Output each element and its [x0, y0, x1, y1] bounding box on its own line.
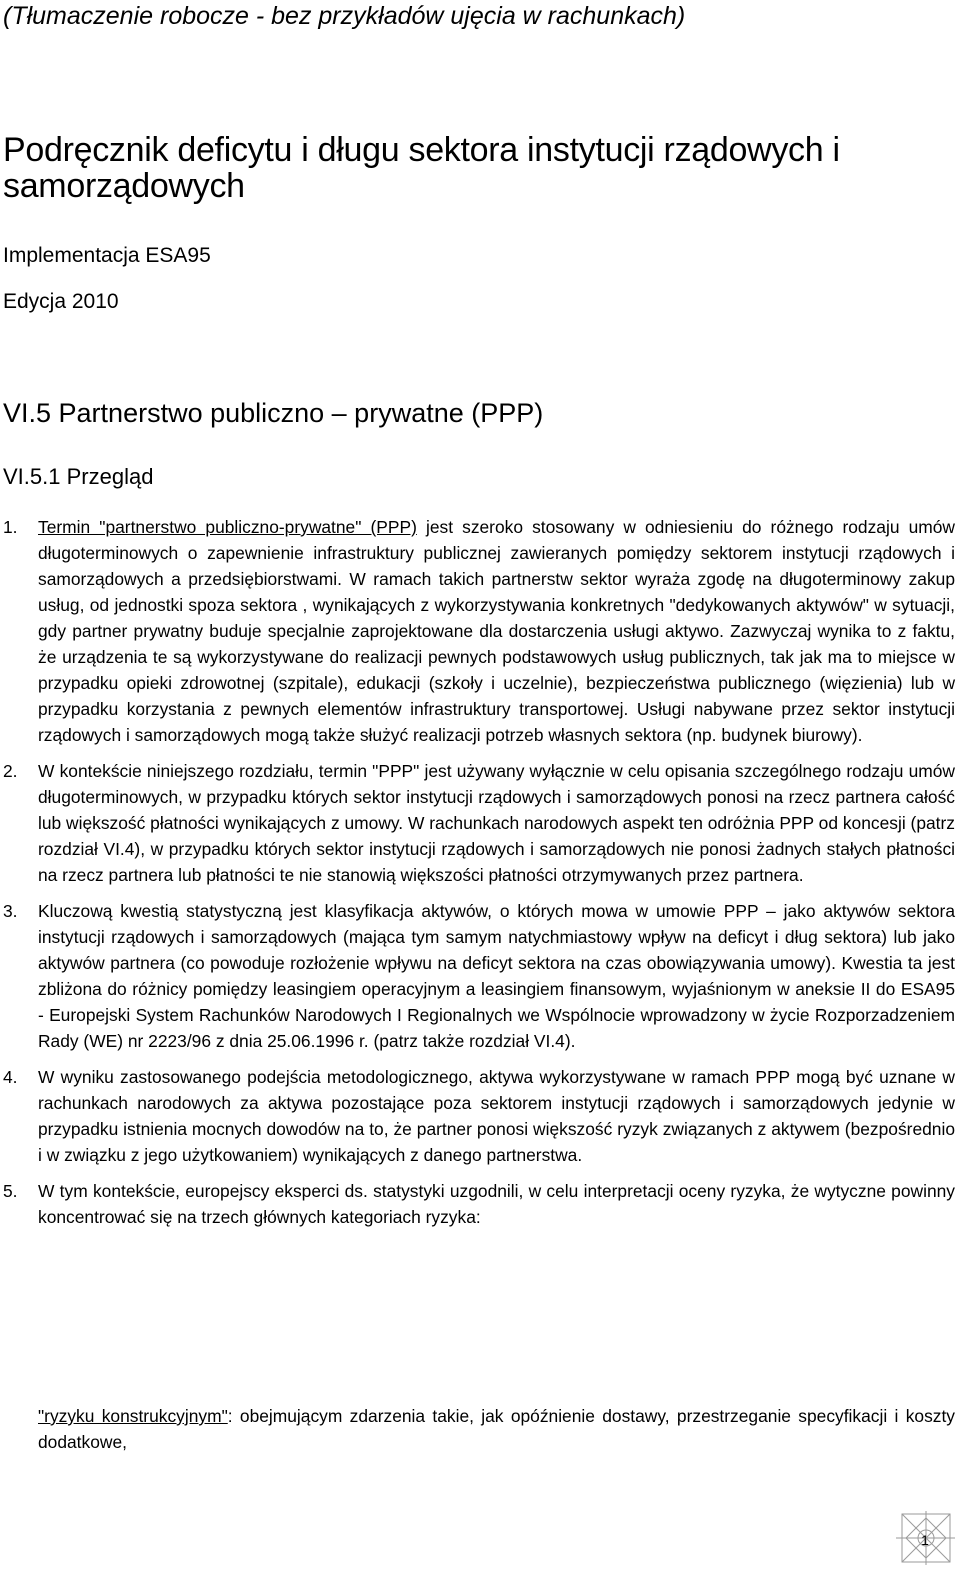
subtitle: Implementacja ESA95 — [3, 244, 211, 267]
paragraph-text: W kontekście niniejszego rozdziału, termin "PPP" jest używany wyłącznie w celu opisania szczególnego rodzaju umów długoterminowych, w przypadku których sektor instytucji rządowych i samorządowych ponosi na rzecz partnera całość lub większość płatności wynikających z umowy. W rachunkach narodowych aspekt ten odróżnia PPP od koncesji (patrz rozdział VI.4), w przypadku których sektor instytucji rządowych i samorządowych nie ponosi żadnych stałych płatności na rzecz partnera lub płatności te nie stanowią większości płatności otrzymywanych przez partnera. — [38, 761, 955, 885]
section-heading: VI.5.1 Przegląd — [3, 464, 154, 489]
defined-term: Termin "partnerstwo publiczno-prywatne" (PPP) — [38, 517, 417, 537]
paragraph-4 — [3, 1064, 955, 1168]
paragraph-5 — [3, 1178, 955, 1230]
risk-description: : obejmującym zdarzenia takie, jak opóźnienie dostawy, przestrzeganie specyfikacji i koszty dodatkowe, — [38, 1406, 955, 1452]
paragraph-list — [3, 514, 955, 1240]
chapter-heading: VI.5 Partnerstwo publiczno – prywatne (PPP) — [3, 398, 544, 428]
page-number: 1 — [921, 1532, 929, 1548]
paragraph-number: 2. — [3, 761, 18, 781]
paragraph-2 — [3, 758, 955, 888]
draft-note: (Tłumaczenie robocze - bez przykładów ujęcia w rachunkach) — [3, 2, 686, 30]
paragraph-number: 3. — [3, 901, 18, 921]
paragraph-number: 4. — [3, 1067, 18, 1087]
paragraph-text — [38, 514, 955, 748]
paragraph-3 — [3, 898, 955, 1054]
risk-term: "ryzyku konstrukcyjnym" — [38, 1406, 228, 1426]
page-title: Podręcznik deficytu i długu sektora instytucji rządowych i samorządowych — [3, 131, 840, 205]
paragraph-body: jest szeroko stosowany w odniesieniu do różnego rodzaju umów długoterminowych o zapewnienie infrastruktury publicznej zawieranych pomiędzy sektorem instytucji rządowych i samorządowych a przedsiębiorstwami. W ramach takich partnerstw sektor wyraża zgodę na długoterminowy zakup usług, od jednostki spoza sektora , wynikających z wykorzystywania konkretnych "dedykowanych aktywów" w sytuacji, gdy partner prywatny buduje specjalnie zaprojektowane dla dostarczenia usługi aktywo. Zazwyczaj wynika to z faktu, że urządzenia te są wykorzystywane do realizacji pewnych podstawowych usług publicznych, tak jak ma to miejsce w przypadku opieki zdrowotnej (szpitale), edukacji (szkoły i uczelnie), bezpieczeństwa publicznego (więzienia) lub w przypadku korzystania z pewnych elementów infrastruktury transportowej. Usługi nabywane przez sektor instytucji rządowych i samorządowych mogą także służyć realizacji potrzeb własnych sektora (np. budynek biurowy). — [38, 517, 955, 745]
paragraph-text: W wyniku zastosowanego podejścia metodologicznego, aktywa wykorzystywane w ramach PPP mogą być uznane w rachunkach narodowych za aktywa pozostające poza sektorem instytucji rządowych i samorządowych jedynie w przypadku istnienia mocnych dowodów na to, że partner ponosi większość ryzyk związanych z aktywem (bezpośrednio i w związku z jego użytkowaniem) wynikających z danego partnerstwa. — [38, 1067, 955, 1165]
edition: Edycja 2010 — [3, 290, 119, 313]
paragraph-text: W tym kontekście, europejscy eksperci ds. statystyki uzgodnili, w celu interpretacji oceny ryzyka, że wytyczne powinny koncentrować się na trzech głównych kategoriach ryzyka: — [38, 1181, 955, 1227]
paragraph-number: 5. — [3, 1181, 18, 1201]
risk-item — [38, 1403, 955, 1455]
paragraph-text: Kluczową kwestią statystyczną jest klasyfikacja aktywów, o których mowa w umowie PPP – jako aktywów sektora instytucji rządowych i samorządowych (mająca tym samym natychmiastowy wpływ na deficyt i dług sektora) lub jako aktywów partnera (co powoduje rozłożenie wpływu na deficyt sektora na czas obowiązywania umowy). Kwestia ta jest zbliżona do różnicy pomiędzy leasingiem operacyjnym a leasingiem finansowym, wyjaśnionym w aneksie II do ESA95 - Europejski System Rachunków Narodowych I Regionalnych we Wspólnocie wprowadzony w życie Rozporzadzeniem Rady (WE) nr 2223/96 z dnia 25.06.1996 r. (patrz także rozdział VI.4). — [38, 901, 955, 1051]
paragraph-number: 1. — [3, 517, 18, 537]
paragraph-1 — [3, 514, 955, 748]
